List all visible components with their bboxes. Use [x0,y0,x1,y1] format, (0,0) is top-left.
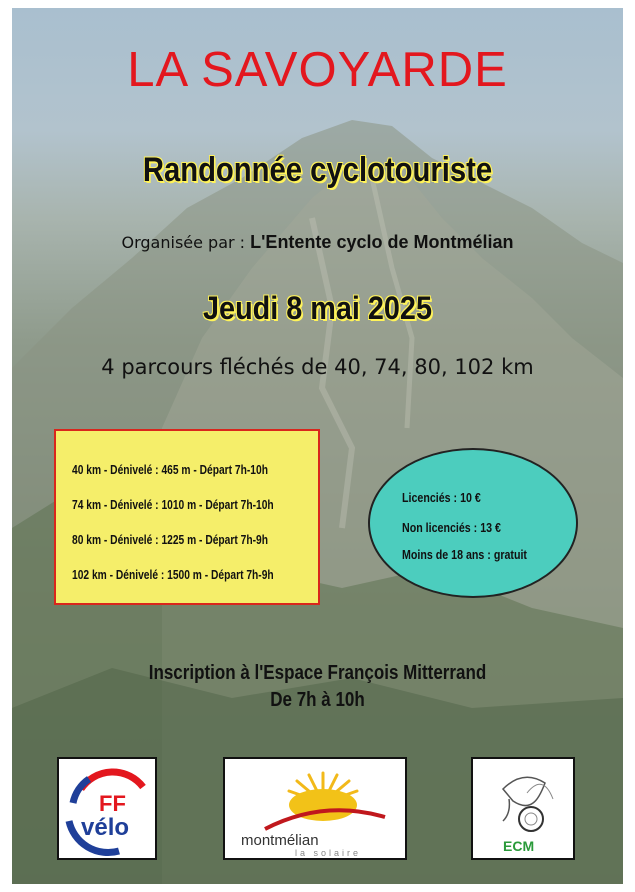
poster [12,8,623,884]
ffvelo-velo: vélo [81,814,130,841]
registration-hours: De 7h à 10h [270,689,365,711]
poster-subtitle: Randonnée cyclotouriste [142,151,493,189]
poster-title: LA SAVOYARDE [127,43,508,97]
montmelian-logo [223,757,407,860]
route-row: 74 km - Dénivelé : 1010 m - Départ 7h-10h [72,498,274,512]
ecm-text: ECM [503,838,535,854]
price-row: Licenciés : 10 € [402,490,481,505]
registration [58,660,577,714]
registration-place: Inscription à l'Espace François Mitterrand [148,662,487,684]
price-row: Moins de 18 ans : gratuit [402,547,527,562]
ffvelo-ff: FF [99,791,126,816]
montmelian-name: montmélian [241,832,319,849]
route-row: 102 km - Dénivelé : 1500 m - Départ 7h-9h [72,568,274,582]
prices-oval [368,448,578,598]
ecm-logo [471,757,575,860]
route-row: 80 km - Dénivelé : 1225 m - Départ 7h-9h [72,533,268,547]
routes-summary: 4 parcours fléchés de 40, 74, 80, 102 km [101,355,534,379]
price-row: Non licenciés : 13 € [402,520,501,535]
routes-box [54,429,320,605]
organizer-name: L'Entente cyclo de Montmélian [250,232,514,252]
ffvelo-logo [57,757,157,860]
montmelian-tagline: la solaire [295,848,362,858]
event-date: Jeudi 8 mai 2025 [203,290,432,326]
organizer-line [12,230,623,255]
route-row: 40 km - Dénivelé : 465 m - Départ 7h-10h [72,463,268,477]
organizer-prefix: Organisée par : [121,233,246,252]
